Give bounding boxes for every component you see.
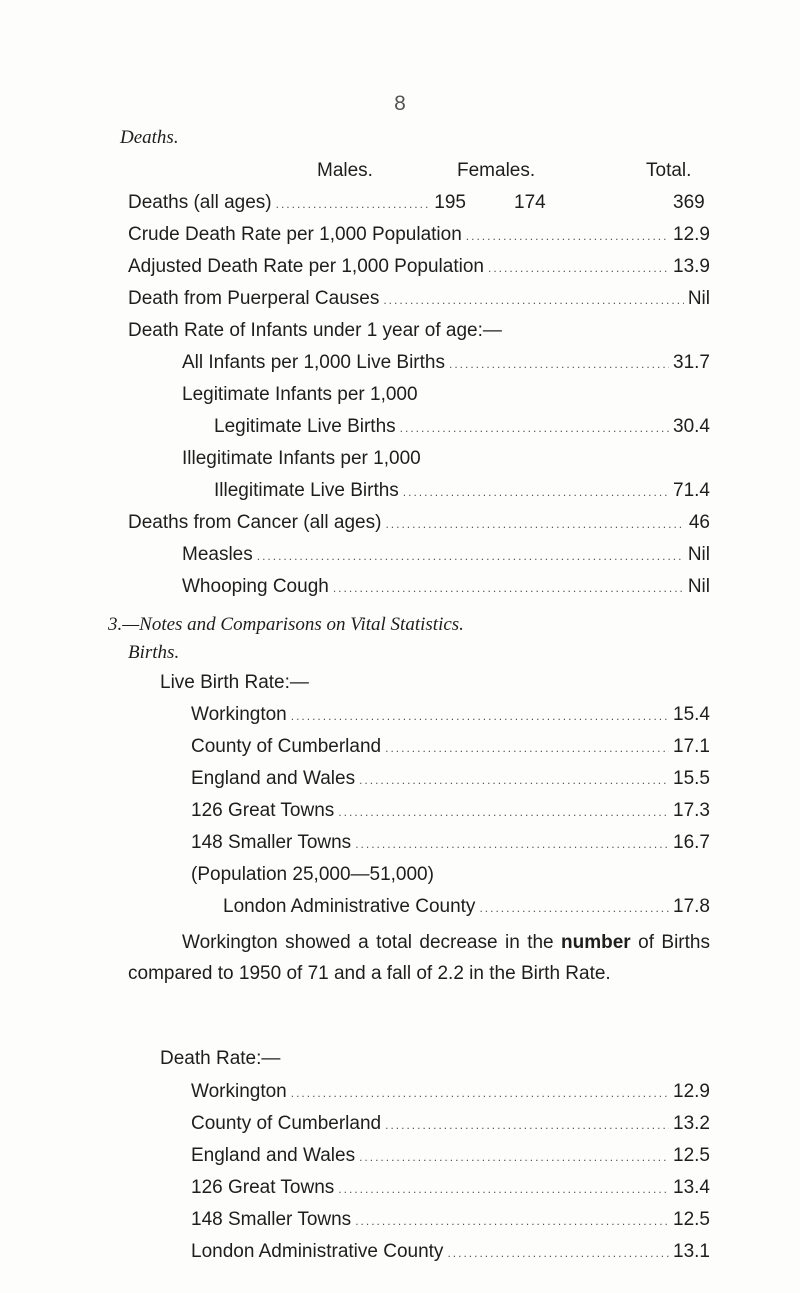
live-birth-row bbox=[191, 736, 710, 758]
leader-dots bbox=[359, 1145, 669, 1167]
leader-dots bbox=[257, 544, 684, 566]
leader-dots bbox=[276, 192, 431, 214]
death-rate-value: 13.2 bbox=[673, 1113, 710, 1134]
measles-row bbox=[182, 544, 710, 566]
death-rate-row bbox=[191, 1145, 710, 1167]
legitimate-infants-value: 30.4 bbox=[673, 416, 710, 437]
puerperal-causes-row bbox=[128, 288, 710, 310]
paragraph-text: of Births compared to 1950 of 71 and a fall of 2.2 in the Birth Rate. bbox=[128, 932, 710, 984]
cancer-deaths-value: 46 bbox=[688, 512, 710, 533]
london-birth-value: 17.8 bbox=[673, 896, 710, 917]
death-rate-value: 12.5 bbox=[673, 1145, 710, 1166]
live-birth-value: 15.4 bbox=[673, 704, 710, 725]
notes-heading: 3.—Notes and Comparisons on Vital Statistics. bbox=[108, 614, 464, 635]
all-infants-row bbox=[182, 352, 710, 374]
london-birth-label: London Administrative County bbox=[223, 896, 476, 917]
live-birth-value: 16.7 bbox=[673, 832, 710, 853]
leader-dots bbox=[338, 800, 669, 822]
crude-death-rate-label: Crude Death Rate per 1,000 Population bbox=[128, 224, 462, 245]
illegitimate-live-births-label: Illegitimate Live Births bbox=[214, 480, 399, 501]
deaths-all-ages-row bbox=[128, 192, 466, 214]
illegitimate-infants-row bbox=[214, 480, 710, 502]
live-birth-label: Workington bbox=[191, 704, 287, 725]
death-rate-row bbox=[191, 1081, 710, 1103]
adjusted-death-rate-value: 13.9 bbox=[673, 256, 710, 277]
illegitimate-infants-value: 71.4 bbox=[673, 480, 710, 501]
deaths-all-ages-label: Deaths (all ages) bbox=[128, 192, 272, 213]
death-rate-label: London Administrative County bbox=[191, 1241, 444, 1262]
leader-dots bbox=[355, 832, 669, 854]
death-rate-row bbox=[191, 1209, 710, 1231]
live-birth-label: 126 Great Towns bbox=[191, 800, 335, 821]
column-header-total: Total. bbox=[646, 160, 692, 181]
death-rate-label: 148 Smaller Towns bbox=[191, 1209, 352, 1230]
leader-dots bbox=[291, 1081, 669, 1103]
leader-dots bbox=[383, 288, 683, 310]
page-number: 8 bbox=[394, 92, 406, 115]
live-birth-row bbox=[191, 800, 710, 822]
population-note: (Population 25,000—51,000) bbox=[191, 864, 434, 885]
illegitimate-infants-label: Illegitimate Infants per 1,000 bbox=[182, 448, 421, 469]
column-header-females: Females. bbox=[457, 160, 536, 181]
leader-dots bbox=[333, 576, 684, 598]
death-rate-value: 12.9 bbox=[673, 1081, 710, 1102]
live-birth-label: England and Wales bbox=[191, 768, 356, 789]
leader-dots bbox=[355, 1209, 669, 1231]
live-birth-row bbox=[191, 768, 710, 790]
adjusted-death-rate-row bbox=[128, 256, 710, 278]
death-rate-title: Death Rate:— bbox=[160, 1048, 281, 1069]
all-infants-label: All Infants per 1,000 Live Births bbox=[182, 352, 445, 373]
leader-dots bbox=[447, 1241, 669, 1263]
death-rate-row bbox=[191, 1177, 710, 1199]
whooping-cough-label: Whooping Cough bbox=[182, 576, 329, 597]
leader-dots bbox=[449, 352, 669, 374]
live-birth-row bbox=[191, 704, 710, 726]
legitimate-infants-label: Legitimate Infants per 1,000 bbox=[182, 384, 418, 405]
live-birth-label: County of Cumberland bbox=[191, 736, 382, 757]
paragraph-text: Workington showed a total decrease in the bbox=[182, 932, 554, 953]
live-birth-value: 17.1 bbox=[673, 736, 710, 757]
cancer-deaths-row bbox=[128, 512, 710, 534]
leader-dots bbox=[479, 896, 669, 918]
column-header-males: Males. bbox=[317, 160, 373, 181]
cancer-deaths-label: Deaths from Cancer (all ages) bbox=[128, 512, 382, 533]
leader-dots bbox=[359, 768, 669, 790]
deaths-females-value: 174 bbox=[514, 192, 546, 213]
whooping-cough-value: Nil bbox=[687, 576, 710, 597]
death-rate-label: England and Wales bbox=[191, 1145, 356, 1166]
leader-dots bbox=[466, 224, 669, 246]
leader-dots bbox=[385, 736, 669, 758]
live-birth-rate-title: Live Birth Rate:— bbox=[160, 672, 309, 693]
live-birth-value: 17.3 bbox=[673, 800, 710, 821]
death-rate-label: Workington bbox=[191, 1081, 287, 1102]
births-paragraph bbox=[128, 927, 710, 989]
live-birth-value: 15.5 bbox=[673, 768, 710, 789]
leader-dots bbox=[291, 704, 669, 726]
deaths-males-value: 195 bbox=[434, 192, 466, 213]
paragraph-bold-word: number bbox=[561, 932, 631, 953]
legitimate-live-births-label: Legitimate Live Births bbox=[214, 416, 396, 437]
death-rate-row bbox=[191, 1241, 710, 1263]
leader-dots bbox=[400, 416, 669, 438]
measles-value: Nil bbox=[687, 544, 710, 565]
death-rate-row bbox=[191, 1113, 710, 1135]
london-birth-row bbox=[223, 896, 710, 918]
death-rate-value: 13.1 bbox=[673, 1241, 710, 1262]
measles-label: Measles bbox=[182, 544, 253, 565]
crude-death-rate-value: 12.9 bbox=[673, 224, 710, 245]
crude-death-rate-row bbox=[128, 224, 710, 246]
whooping-cough-row bbox=[182, 576, 710, 598]
death-rate-label: 126 Great Towns bbox=[191, 1177, 335, 1198]
legitimate-infants-row bbox=[214, 416, 710, 438]
all-infants-value: 31.7 bbox=[673, 352, 710, 373]
births-heading: Births. bbox=[128, 642, 180, 663]
leader-dots bbox=[385, 1113, 669, 1135]
puerperal-causes-label: Death from Puerperal Causes bbox=[128, 288, 380, 309]
death-rate-value: 12.5 bbox=[673, 1209, 710, 1230]
live-birth-label: 148 Smaller Towns bbox=[191, 832, 352, 853]
live-birth-row bbox=[191, 832, 710, 854]
death-rate-label: County of Cumberland bbox=[191, 1113, 382, 1134]
deaths-total-value: 369 bbox=[673, 192, 705, 213]
infant-death-heading: Death Rate of Infants under 1 year of age:— bbox=[128, 320, 502, 341]
leader-dots bbox=[338, 1177, 669, 1199]
leader-dots bbox=[403, 480, 669, 502]
death-rate-value: 13.4 bbox=[673, 1177, 710, 1198]
leader-dots bbox=[385, 512, 684, 534]
deaths-heading: Deaths. bbox=[120, 127, 179, 148]
puerperal-causes-value: Nil bbox=[687, 288, 710, 309]
leader-dots bbox=[488, 256, 669, 278]
adjusted-death-rate-label: Adjusted Death Rate per 1,000 Population bbox=[128, 256, 484, 277]
